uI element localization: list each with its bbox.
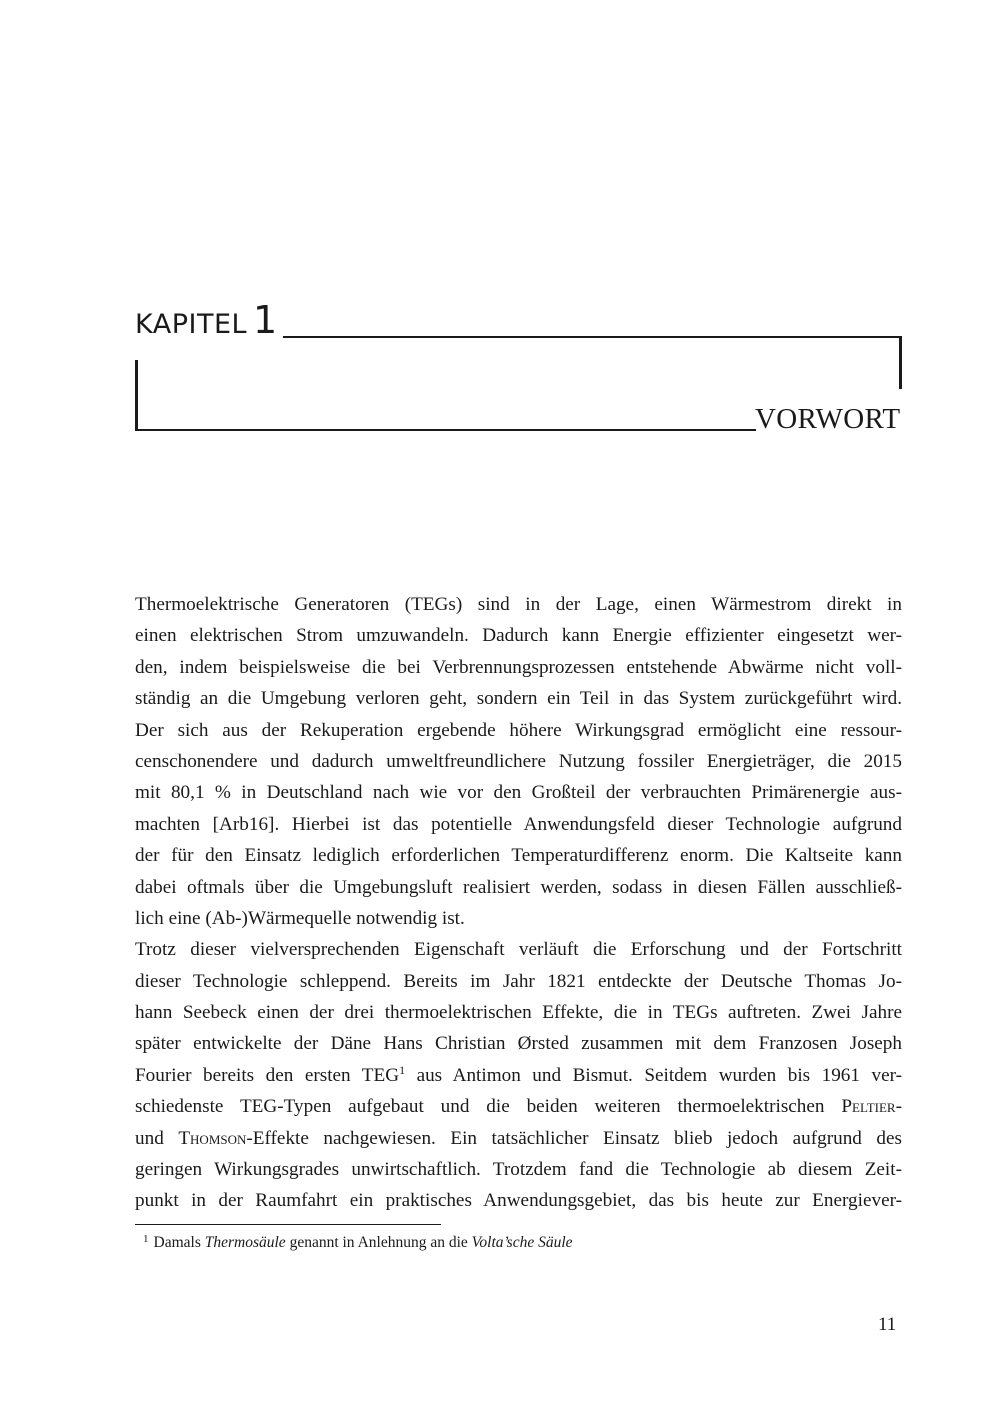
footnote-reference: 1 bbox=[399, 1062, 406, 1077]
text-line bbox=[135, 1123, 902, 1154]
name-peltier: Peltier bbox=[841, 1096, 896, 1118]
text-fragment: und bbox=[135, 1127, 179, 1149]
text-fragment: aus Antimon und Bismut. Seitdem wurden bis 1961 ver- bbox=[405, 1064, 902, 1086]
footnote-italic: Volta’sche Säule bbox=[471, 1234, 573, 1251]
text-line: einen elektrischen Strom umzuwandeln. Dadurch kann Energie effizienter eingesetzt wer- bbox=[135, 625, 902, 647]
text-line: hann Seebeck einen der drei thermoelektrischen Effekte, die in TEGs auftreten. Zwei Jahre bbox=[135, 1002, 902, 1024]
heading-top-rule bbox=[283, 336, 902, 338]
footnote-mark: 1 bbox=[143, 1233, 149, 1245]
text-line bbox=[135, 1091, 902, 1122]
footnote-rule bbox=[135, 1224, 441, 1225]
chapter-label bbox=[135, 300, 278, 345]
body-text bbox=[135, 589, 902, 1217]
name-thomson: Thomson bbox=[178, 1127, 247, 1149]
text-line bbox=[135, 1060, 902, 1091]
footnote-text: Damals bbox=[153, 1234, 205, 1251]
footnote-italic: Thermosäule bbox=[204, 1234, 286, 1251]
heading-right-bracket bbox=[899, 336, 902, 389]
heading-bottom-rule bbox=[135, 429, 756, 431]
heading-left-bracket bbox=[135, 360, 138, 431]
chapter-label-text: KAPITEL bbox=[135, 309, 248, 340]
text-line: der für den Einsatz lediglich erforderlichen Temperaturdifferenz enorm. Die Kaltseite kann bbox=[135, 845, 902, 867]
page-number: 11 bbox=[878, 1314, 897, 1335]
text-line: ständig an die Umgebung verloren geht, sondern ein Teil in das System zurückgeführt wird. bbox=[135, 688, 902, 710]
text-line: den, indem beispielsweise die bei Verbrennungsprozessen entstehende Abwärme nicht voll- bbox=[135, 656, 902, 678]
text-line: später entwickelte der Däne Hans Christian Ørsted zusammen mit dem Franzosen Joseph bbox=[135, 1033, 902, 1055]
text-fragment: - bbox=[895, 1096, 902, 1118]
text-line: Thermoelektrische Generatoren (TEGs) sind in der Lage, einen Wärmestrom direkt in bbox=[135, 594, 902, 615]
footnote-text: genannt in Anlehnung an die bbox=[285, 1234, 472, 1251]
text-line: Der sich aus der Rekuperation ergebende höhere Wirkungsgrad ermöglicht eine ressour- bbox=[135, 719, 902, 741]
text-line: lich eine (Ab-)Wärmequelle notwendig ist. bbox=[135, 907, 465, 929]
text-line: Trotz dieser vielversprechenden Eigenschaft verläuft die Erforschung und der Fortschritt bbox=[135, 939, 902, 961]
text-line: censchonendere und dadurch umweltfreundlichere Nutzung fossiler Energieträger, die 2015 bbox=[135, 750, 902, 772]
text-line: machten [Arb16]. Hierbei ist das potentielle Anwendungsfeld dieser Technologie aufgrund bbox=[135, 813, 902, 835]
chapter-number: 1 bbox=[253, 298, 278, 342]
text-line: dabei oftmals über die Umgebungsluft realisiert werden, sodass in diesen Fällen ausschließ- bbox=[135, 876, 902, 898]
text-line: geringen Wirkungsgrades unwirtschaftlich. Trotzdem fand die Technologie ab diesem Zeit- bbox=[135, 1159, 902, 1181]
text-line: punkt in der Raumfahrt ein praktisches Anwendungsgebiet, das bis heute zur Energiever- bbox=[135, 1190, 902, 1212]
text-fragment: schiedenste TEG-Typen aufgebaut und die beiden weiteren thermoelektrischen bbox=[135, 1096, 842, 1118]
footnote bbox=[143, 1229, 573, 1253]
text-line: mit 80,1 % in Deutschland nach wie vor den Großteil der verbrauchten Primärenergie aus- bbox=[135, 782, 902, 804]
text-fragment: Fourier bereits den ersten TEG bbox=[135, 1064, 400, 1086]
text-line: dieser Technologie schleppend. Bereits im Jahr 1821 entdeckte der Deutsche Thomas Jo- bbox=[135, 970, 902, 992]
text-fragment: -Effekte nachgewiesen. Ein tatsächlicher Einsatz blieb jedoch aufgrund des bbox=[246, 1127, 902, 1149]
chapter-title: VORWORT bbox=[755, 403, 901, 435]
